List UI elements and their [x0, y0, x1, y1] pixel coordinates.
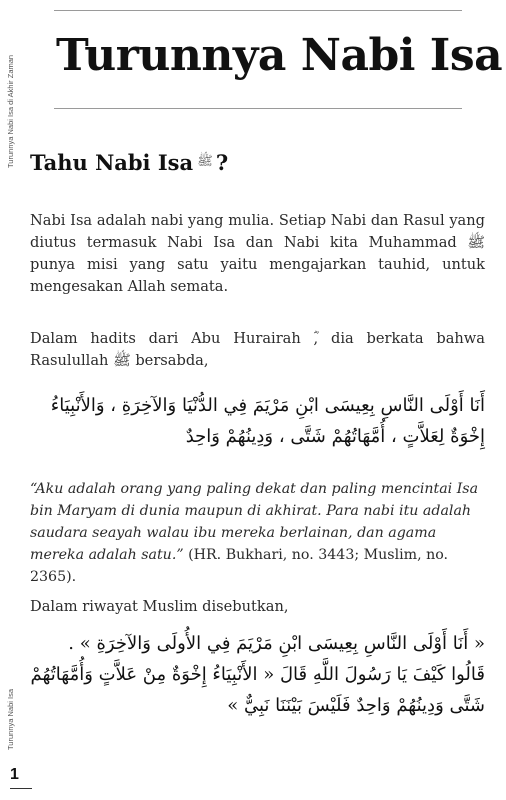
honorific-glyph: ﷺ — [197, 154, 213, 169]
translation-text: “Aku adalah orang yang paling dekat dan paling mencintai Isa bin Maryam di dunia maupun di akhirat. Para nabi itu adalah saudara seayah walau ibu mereka berlainan, dan agama mereka adalah satu.” — [30, 481, 479, 563]
title-divider — [54, 108, 462, 109]
running-header-vertical: Turunnya Nabi Isa di Akhir Zaman — [6, 54, 15, 168]
hadith-translation — [30, 478, 490, 588]
hadith-source: (HR. Bukhari, no. 3443; Muslim, no. 2365). — [30, 547, 449, 585]
page-number: 1 — [10, 766, 19, 783]
paragraph-hadith-intro: Dalam hadits dari Abu Hurairah ؓ, dia berkata bahwa Rasulullah ﷺ bersabda, — [30, 330, 485, 369]
running-footer-vertical: Turunnya Nabi Isa — [6, 688, 15, 750]
arabic-hadith-bukhari: أَنَا أَوْلَى النَّاسِ بِعِيسَى ابْنِ مَرْيَمَ فِي الدُّنْيَا وَالآخِرَةِ ، وَالأَنْبِيَاءُ إِخْوَةٌ لِعَلاَّتٍ ، أُمَّهَاتُهُمْ شَتَّى ، وَدِينُهُمْ وَاحِدٌ — [50, 395, 485, 447]
section-heading — [30, 150, 228, 175]
paragraph-muslim-intro: Dalam riwayat Muslim disebutkan, — [30, 598, 289, 615]
section-heading-text: Tahu Nabi Isa — [30, 150, 194, 175]
section-heading-suffix: ? — [215, 150, 229, 175]
arabic-hadith-muslim: « أَنَا أَوْلَى النَّاسِ بِعِيسَى ابْنِ مَرْيَمَ فِي الأُولَى وَالآخِرَةِ » . قَالُوا كَيْفَ يَا رَسُولَ اللَّهِ قَالَ « الأَنْبِيَاءُ إِخْوَةٌ مِنْ عَلاَّتٍ وَأُمَّهَاتُهُمْ شَتَّى وَدِينُهُمْ وَاحِدٌ فَلَيْسَ بَيْنَنَا نَبِيٌّ » — [30, 633, 485, 716]
page-number-underline — [10, 788, 32, 789]
paragraph-intro: Nabi Isa adalah nabi yang mulia. Setiap Nabi dan Rasul yang diutus termasuk Nabi Isa dan Nabi kita Muhammad ﷺ punya misi yang satu yaitu mengajarkan tauhid, untuk mengesakan Allah semata. — [30, 212, 485, 295]
top-divider — [54, 10, 462, 11]
page-title: Turunnya Nabi Isa — [56, 30, 503, 81]
